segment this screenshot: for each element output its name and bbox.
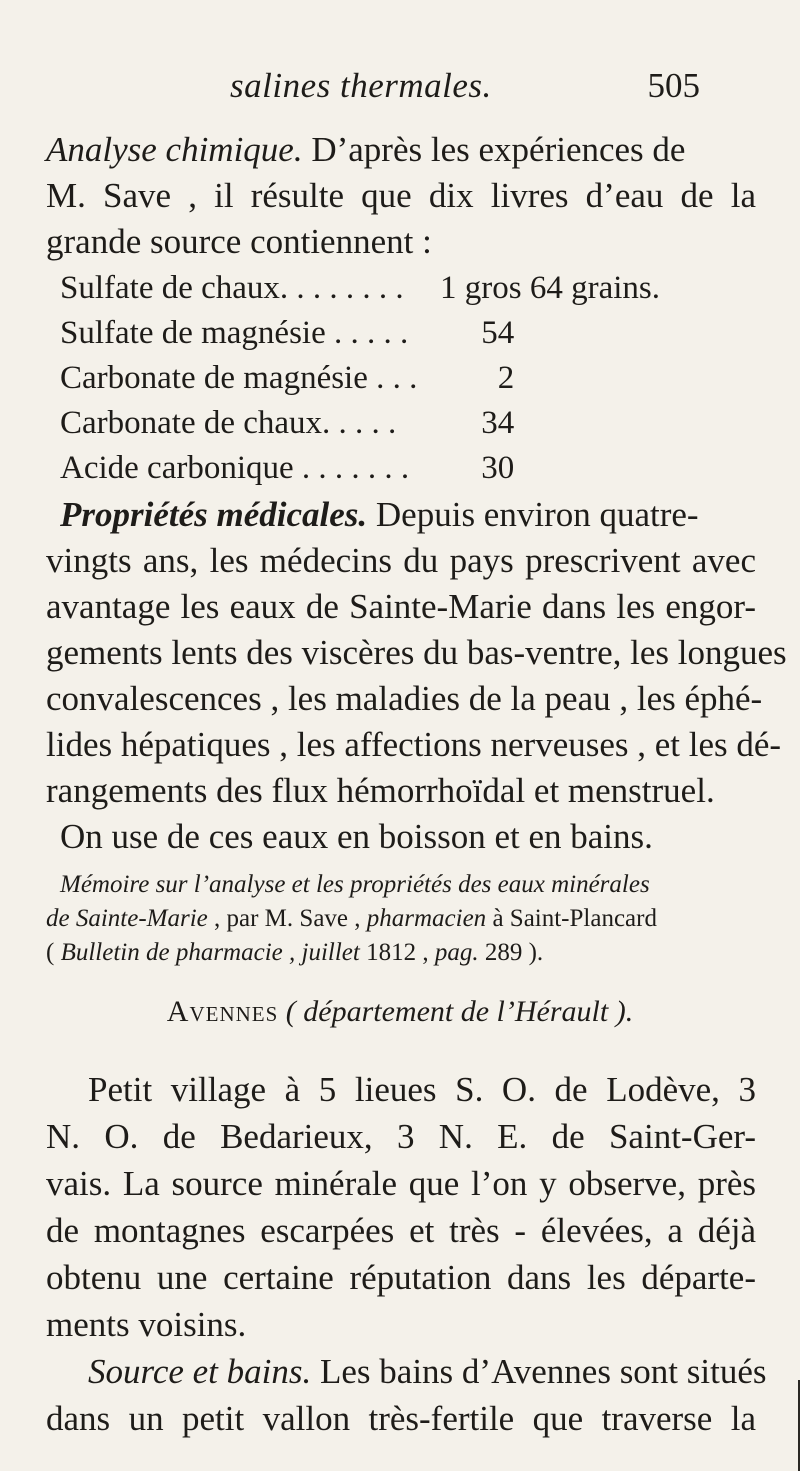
compound-name: Sulfate de chaux. . . . . . . . (60, 270, 404, 306)
analysis-paragraph-line-3: grande source contiennent : (46, 222, 432, 261)
compound-quantity: 34 (440, 405, 515, 441)
reference-journal: Bulletin de pharmacie , juillet (60, 939, 360, 966)
analysis-paragraph-line-1 (46, 127, 756, 173)
avennes-line-7 (88, 1349, 767, 1395)
properties-line-5: convalescences , les maladies de la peau , les éphé- (46, 679, 763, 718)
reference-line-2 (46, 902, 756, 936)
properties-line-3: avantage les eaux de Sainte-Marie dans les engor- (46, 587, 756, 626)
compound-name: Sulfate de magnésie . . . . . (60, 315, 409, 351)
reference-paren: ( (46, 939, 61, 966)
compound-quantity: 30 (440, 450, 515, 486)
reference-line-1 (60, 868, 756, 902)
page-header (230, 60, 700, 120)
avennes-line-1: Petit village à 5 lieues S. O. de Lodève, 3 (88, 1070, 756, 1109)
avennes-line-8: dans un petit vallon très-fertile que traverse la (46, 1399, 756, 1438)
reference-pag-label: pag. (434, 939, 479, 966)
reference-location: à Saint-Plancard (486, 905, 657, 932)
avennes-line-3: vais. La source minérale que l’on y observe, près (46, 1164, 756, 1203)
avennes-line-6: ments voisins. (46, 1305, 247, 1344)
reference-year: 1812 , (359, 939, 435, 966)
analysis-paragraph-line-2: M. Save , il résulte que dix livres d’eau de la (46, 176, 756, 215)
source-heading: Source et bains. (88, 1352, 312, 1391)
properties-line-4: gements lents des viscères du bas-ventre, les longues (46, 633, 787, 672)
properties-line-7: rangements des flux hémorrhoïdal et menstruel. (46, 771, 715, 810)
properties-line-6: lides hépatiques , les affections nerveuses , et les dé- (46, 725, 782, 764)
properties-text: Depuis environ quatre- (367, 495, 699, 534)
running-title: salines thermales. (230, 66, 492, 105)
compound-name: Acide carbonique . . . . . . . (60, 450, 410, 486)
source-text: Les bains d’Avennes sont situés (311, 1352, 767, 1391)
section-heading (0, 995, 800, 1029)
reference-page: 289 ). (478, 939, 544, 966)
properties-line-1 (60, 492, 756, 538)
avennes-line-2: N. O. de Bedarieux, 3 N. E. de Saint-Ger- (46, 1117, 756, 1156)
reference-profession: pharmacien (366, 905, 487, 932)
avennes-line-5: obtenu une certaine réputation dans les départe- (46, 1258, 756, 1297)
reference-place: de Sainte-Marie (46, 905, 208, 932)
properties-line-2: vingts ans, les médecins du pays prescrivent avec (46, 541, 756, 580)
compound-quantity: 1 gros 64 grains. (440, 270, 660, 306)
section-name: Avennes (166, 995, 279, 1028)
avennes-line-4: de montagnes escarpées et très - élevées, a déjà (46, 1211, 756, 1250)
reference-line-3 (46, 936, 756, 970)
page-number: 505 (647, 66, 700, 105)
compound-name: Carbonate de magnésie . . . (60, 360, 418, 396)
analysis-heading: Analyse chimique. (46, 130, 303, 169)
reference-title: Mémoire sur l’analyse et les propriétés des eaux minérales (60, 871, 650, 898)
properties-line-8: On use de ces eaux en boisson et en bains. (60, 817, 653, 856)
compound-quantity: 2 (440, 360, 515, 396)
analysis-intro: D’après les expériences de (302, 130, 686, 169)
properties-heading: Propriétés médicales. (60, 495, 368, 534)
section-subtitle: ( département de l’Hérault ). (278, 995, 634, 1028)
reference-author: , par M. Save , (207, 905, 367, 932)
compound-quantity: 54 (440, 315, 515, 351)
compound-name: Carbonate de chaux. . . . . (60, 405, 397, 441)
